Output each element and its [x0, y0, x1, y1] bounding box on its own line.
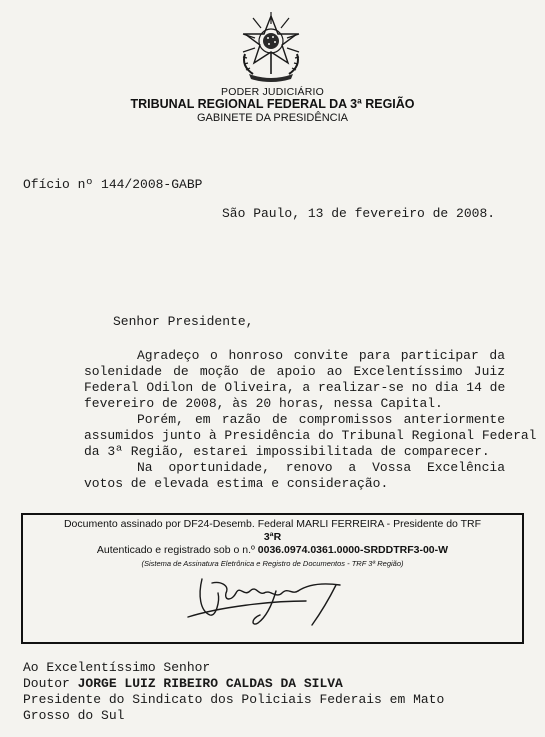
registration-line	[23, 544, 522, 556]
addressee-position: Presidente do Sindicato dos Policiais Federais em Mato	[23, 692, 445, 707]
addressee-location: Grosso do Sul	[23, 708, 125, 723]
addressee-name: JORGE LUIZ RIBEIRO CALDAS DA SILVA	[77, 676, 343, 691]
registration-label: Autenticado e registrado sob o n.º	[96, 544, 258, 556]
coat-of-arms-seal	[231, 8, 311, 84]
paragraph-line: fevereiro de 2008, às 20 horas, nessa Capital.	[84, 396, 443, 411]
paragraph-line: Agradeço o honroso convite para participar da	[137, 348, 505, 363]
letter-date: São Paulo, 13 de fevereiro de 2008.	[222, 206, 496, 221]
letter-reference: Ofício nº 144/2008-GABP	[23, 177, 203, 192]
registration-code: 0036.0974.0361.0000-SRDDTRF3-00-W	[257, 544, 449, 556]
addressee-name-line	[23, 676, 343, 691]
letter-salutation: Senhor Presidente,	[113, 314, 254, 329]
signer-line: Documento assinado por DF24-Desemb. Federal MARLI FERREIRA - Presidente do TRF	[63, 518, 482, 530]
header-institution: PODER JUDICIÁRIO	[221, 86, 324, 98]
addressee-title: Ao Excelentíssimo Senhor	[23, 660, 211, 675]
handwritten-signature	[180, 571, 360, 631]
paragraph-line: Na oportunidade, renovo a Vossa Excelência	[137, 460, 505, 475]
paragraph-line: solenidade de moção de apoio ao Excelentíssimo Juiz	[84, 364, 505, 379]
header-court-name: TRIBUNAL REGIONAL FEDERAL DA 3ª REGIÃO	[130, 97, 415, 111]
signer-region: 3ªR	[263, 531, 282, 543]
header-office: GABINETE DA PRESIDÊNCIA	[197, 112, 348, 124]
paragraph-line: votos de elevada estima e consideração.	[84, 476, 389, 491]
paragraph-line: Federal Odilon de Oliveira, a realizar-se no dia 14 de	[84, 380, 506, 395]
paragraph-line: Porém, em razão de compromissos anteriormente	[137, 412, 505, 427]
system-note: (Sistema de Assinatura Eletrônica e Registro de Documentos - TRF 3ª Região)	[141, 559, 404, 568]
paragraph-line: assumidos junto à Presidência do Tribunal Regional Federal	[84, 428, 537, 443]
addressee-honorific: Doutor	[23, 676, 78, 691]
paragraph-line: da 3ª Região, estarei impossibilitada de comparecer.	[84, 444, 490, 459]
